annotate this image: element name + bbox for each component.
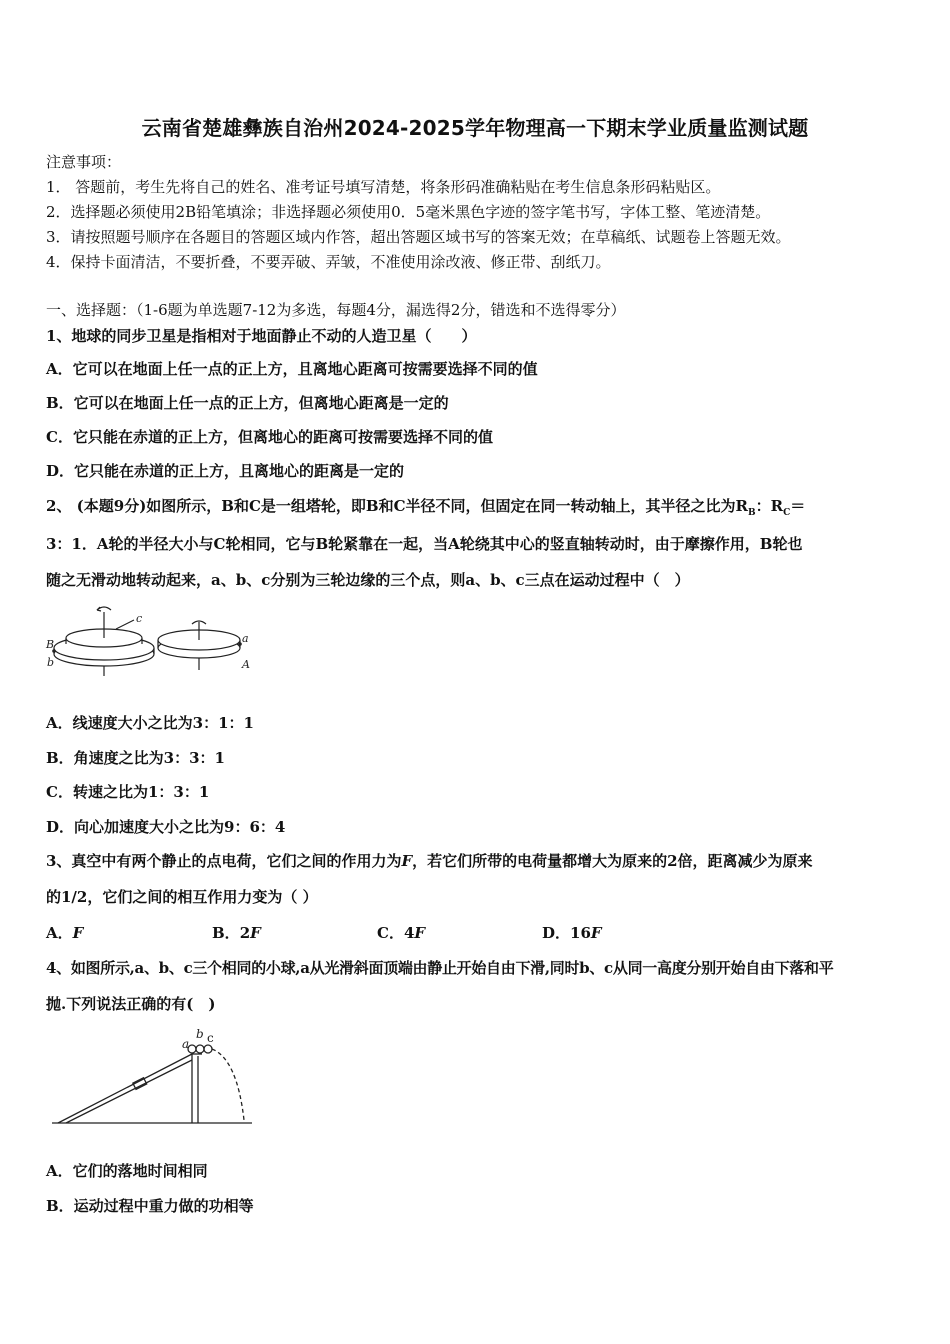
label-ball-b: b [196,1027,204,1041]
notice-item-1: 1． 答题前，考生先将自己的姓名、准考证号填写清楚，将条形码准确粘贴在考生信息条形码粘贴区。 [46,178,721,196]
q2-stem-line2: 3：1．A轮的半径大小与C轮相同，它与B轮紧靠在一起，当A轮绕其中心的竖直轴转动时，由于摩擦作用，B轮也 [46,535,803,553]
q3-options [46,922,746,942]
label-big-b: B [46,638,55,651]
ball-a [188,1045,196,1053]
page-title: 云南省楚雄彝族自治州2024-2025学年物理高一下期末学业质量监测试题 [141,116,809,140]
q1-option-d: D．它只能在赤道的正上方，且离地心的距离是一定的 [46,462,405,480]
q4-stem-line1: 4、如图所示,a、b、c三个相同的小球,a从光滑斜面顶端由静止开始自由下滑,同时b、c从同一高度分别开始自由下落和平 [46,959,834,977]
tower-wheel-figure [44,598,260,686]
label-b: b [47,656,55,669]
notice-heading: 注意事项： [46,153,122,171]
q2-stem-line1 [46,496,805,523]
q1-option-c: C．它只能在赤道的正上方，但离地心的距离可按需要选择不同的值 [46,428,493,446]
q3-var-f: F [401,852,413,870]
label-c: c [136,612,143,625]
section-heading: 一、选择题：（1-6题为单选题7-12为多选，每题4分，漏选得2分，错选和不选得零分） [46,301,626,319]
q3-option-a: A．F [46,924,84,942]
q2-colon: ：R [755,497,784,515]
label-big-a: A [242,658,250,671]
label-ball-a: a [182,1037,190,1051]
q3-option-c: C．4F [377,924,426,942]
q2-sub-b: B [748,508,756,518]
q2-stem-text: 2、 (本题9分)如图所示，B和C是一组塔轮，即B和C半径不同，但固定在同一转动轴上，其半径之比为R [46,497,748,515]
q1-option-a: A．它可以在地面上任一点的正上方，且离地心距离可按需要选择不同的值 [46,360,538,378]
incline-edge [66,1060,192,1123]
q3-text-1: 3、真空中有两个静止的点电荷，它们之间的作用力为 [46,852,402,870]
pointer-c [116,620,134,629]
ball-b [196,1045,204,1053]
q3-option-d: D．16F [542,924,602,942]
q2-sub-c: C [783,508,791,518]
q2-equals: ＝ [790,497,806,515]
incline-surface [58,1054,192,1123]
q3-option-b: B．2F [212,924,261,942]
projectile-path [212,1049,244,1120]
notice-item-2: 2．选择题必须使用2B铅笔填涂；非选择题必须使用0．5毫米黑色字迹的签字笔书写，字体工整、笔迹清楚。 [46,203,771,221]
q2-option-d: D．向心加速度大小之比为9：6：4 [46,818,286,836]
notice-item-4: 4．保持卡面清洁，不要折叠，不要弄破、弄皱，不准使用涂改液、修正带、刮纸刀。 [46,253,611,271]
q3-text-2: ，若它们所带的电荷量都增大为原来的2倍，距离减少为原来 [412,852,813,870]
q2-stem-line3: 随之无滑动地转动起来，a、b、c分别为三轮边缘的三个点，则a、b、c三点在运动过程中（ ） [46,571,690,589]
q2-option-c: C．转速之比为1：3：1 [46,783,210,801]
q1-option-b: B．它可以在地面上任一点的正上方，但离地心距离是一定的 [46,394,449,412]
q3-stem-line2: 的1/2，它们之间的相互作用力变为（ ） [46,888,318,906]
label-a: a [242,632,249,645]
q4-stem-line2: 抛.下列说法正确的有( ) [46,995,216,1013]
q4-option-a: A．它们的落地时间相同 [46,1162,208,1180]
q4-option-b: B．运动过程中重力做的功相等 [46,1197,254,1215]
q3-stem-line1 [46,851,813,871]
q2-option-a: A．线速度大小之比为3：1：1 [46,714,254,732]
ball-c [204,1045,212,1053]
q1-stem: 1、地球的同步卫星是指相对于地面静止不动的人造卫星（ ） [46,327,477,345]
notice-item-3: 3．请按照题号顺序在各题目的答题区域内作答，超出答题区域书写的答案无效；在草稿纸、试题卷上答题无效。 [46,228,791,246]
q2-option-b: B．角速度之比为3：3：1 [46,749,225,767]
incline-figure [52,1024,262,1128]
label-ball-c: c [207,1031,214,1045]
